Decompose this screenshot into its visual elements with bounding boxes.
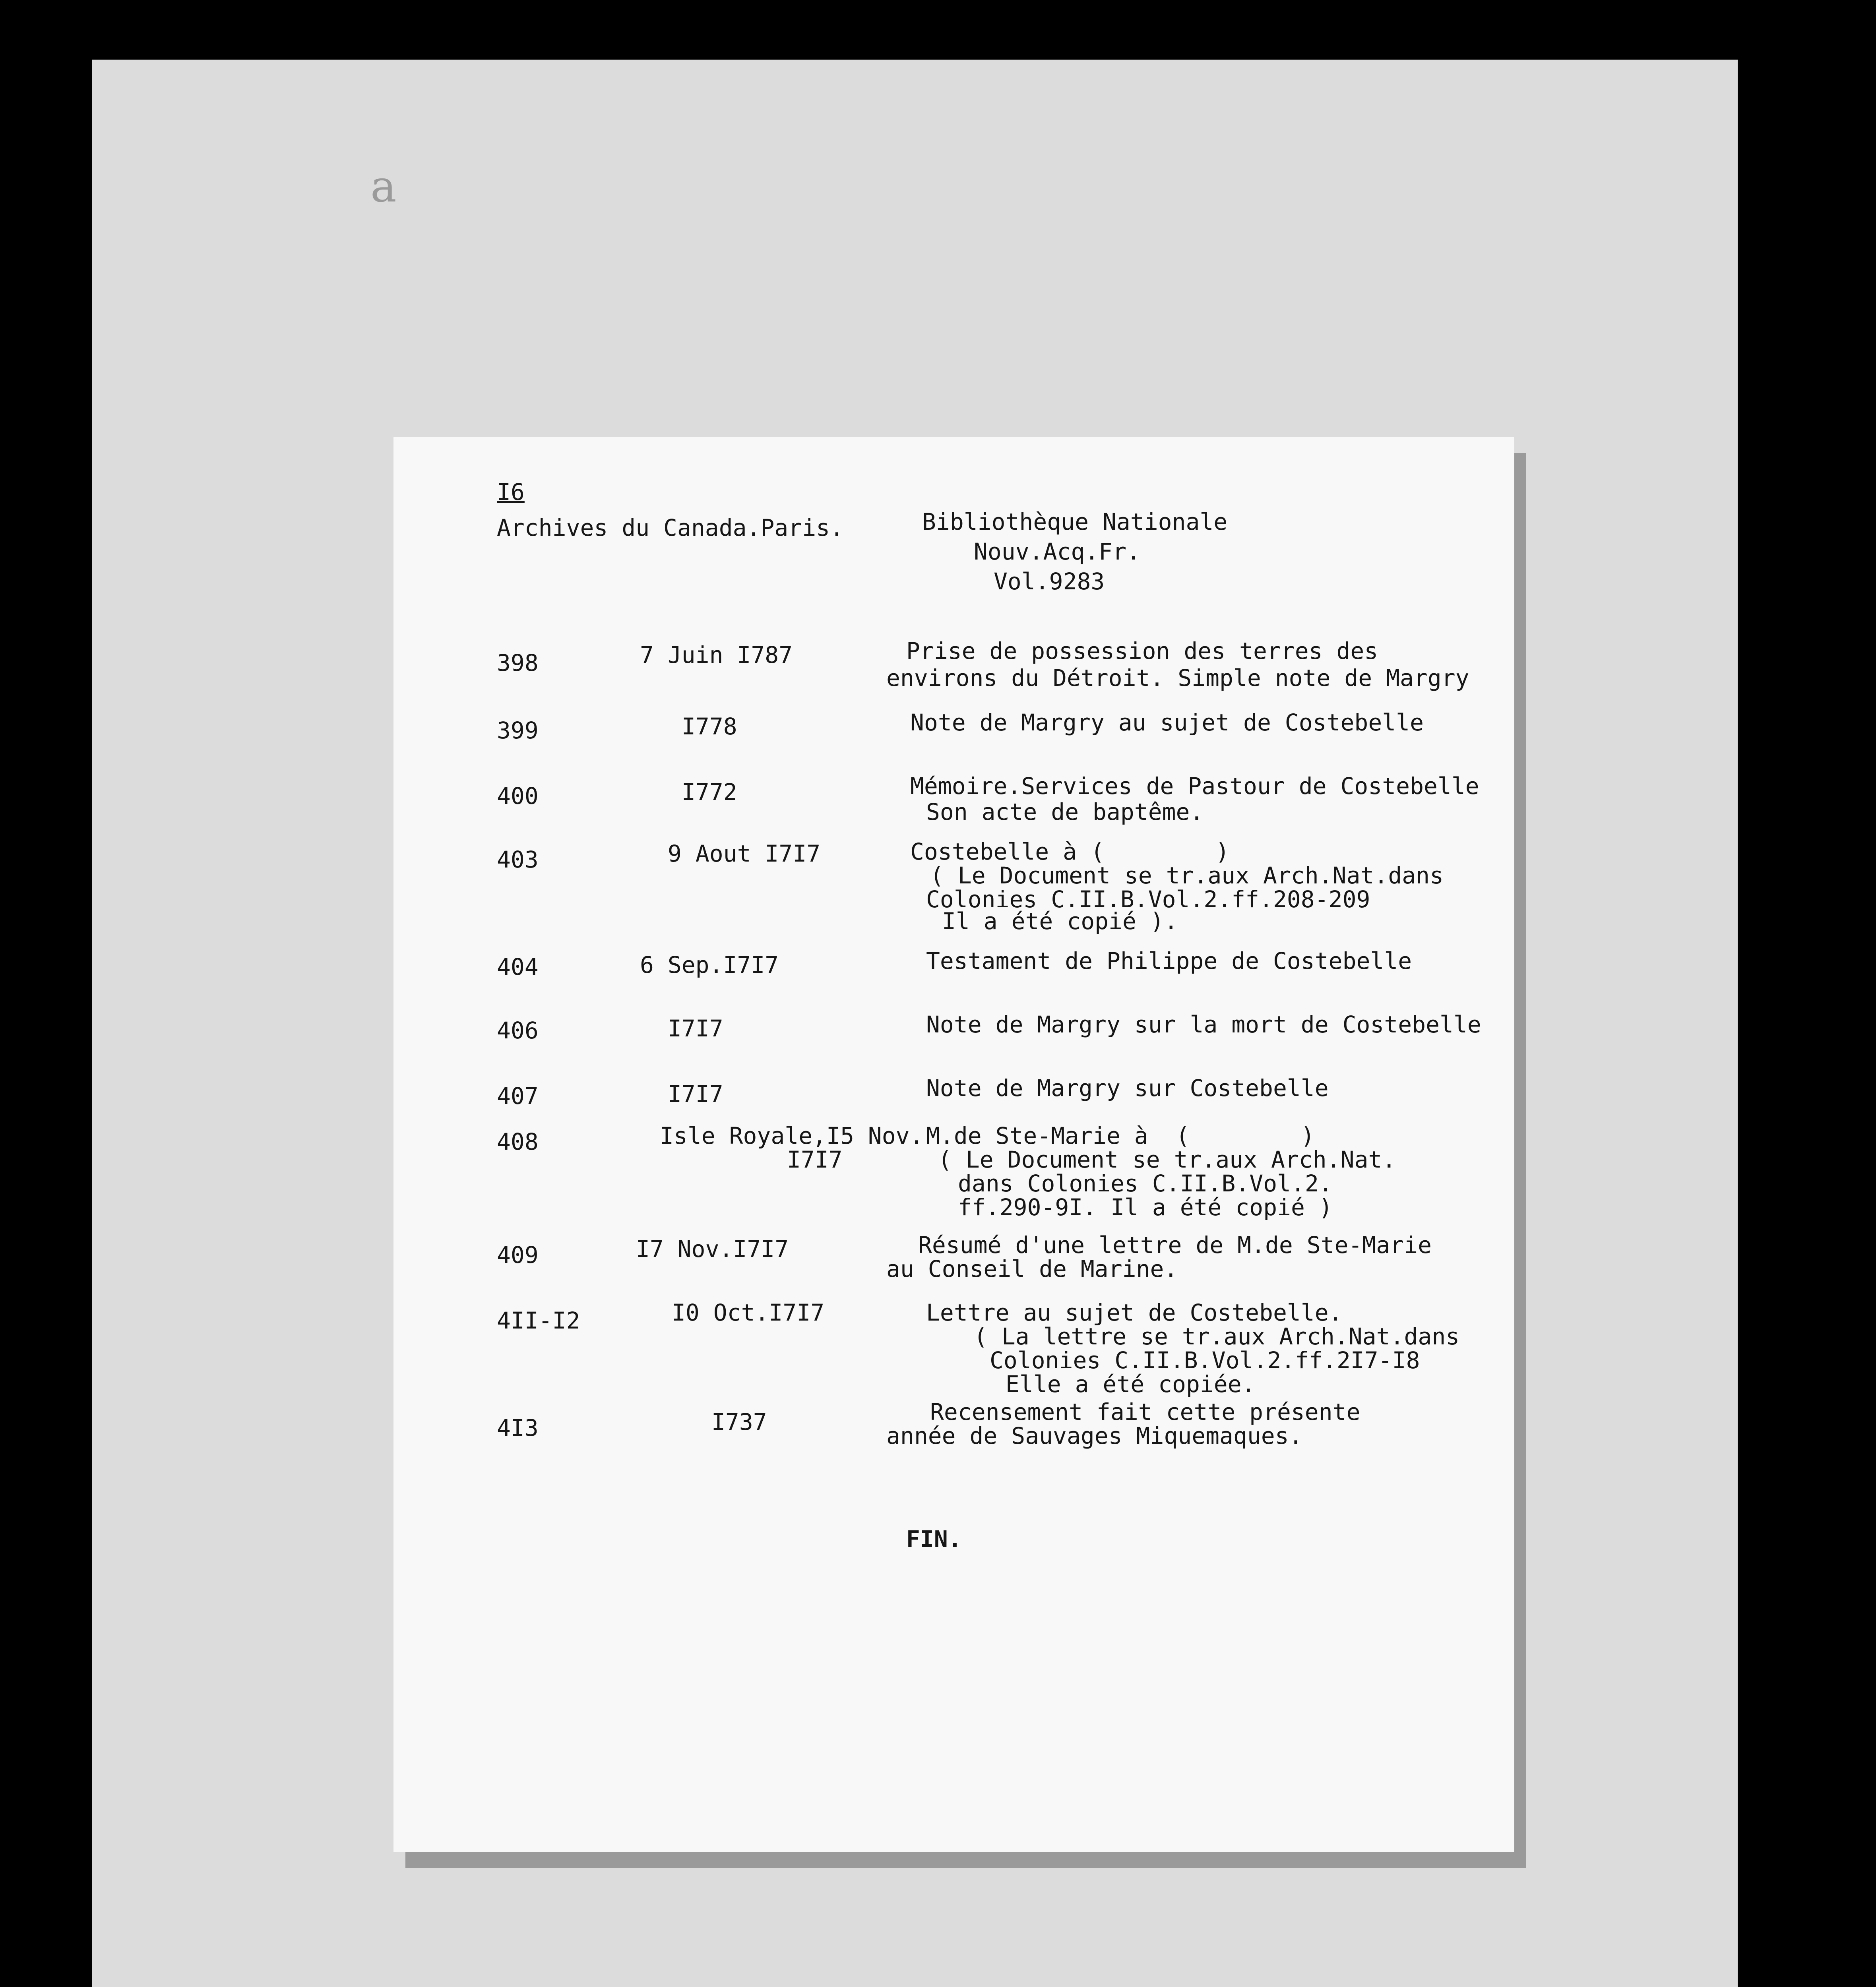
entry-date: I778 [682,713,737,740]
entry-description-line: Elle a été copiée. [1006,1371,1256,1398]
entry-description-line: ( La lettre se tr.aux Arch.Nat.dans [974,1323,1460,1350]
entry-description-line: Il a été copié ). [942,908,1178,935]
entry-date: I737 [711,1408,767,1435]
entry-description-line: Testament de Philippe de Costebelle [926,947,1412,974]
entry-description-line: ( Le Document se tr.aux Arch.Nat.dans [930,862,1444,889]
entry-number: 408 [497,1128,539,1155]
entry-date: I0 Oct.I7I7 [672,1299,825,1326]
entry-description-line: ff.290-9I. Il a été copié ) [958,1194,1333,1221]
entry-date: 7 Juin I787 [640,641,793,668]
entry-number: 399 [497,717,539,744]
entry-description-line: Costebelle à ( ) [910,838,1230,865]
entry-date: 9 Aout I7I7 [668,840,821,867]
entry-description-line: ( Le Document se tr.aux Arch.Nat. [938,1146,1396,1173]
entry-description-line: Lettre au sujet de Costebelle. [926,1299,1343,1326]
film-mark: a [370,161,397,212]
entry-description-line: Mémoire.Services de Pastour de Costebelle [910,773,1479,800]
volume-number: Vol.9283 [994,568,1105,595]
entry-date: I7I7 [787,1146,843,1173]
entry-description-line: Recensement fait cette présente [930,1398,1360,1425]
entry-description-line: Résumé d'une lettre de M.de Ste-Marie [918,1232,1432,1259]
entry-number: 407 [497,1083,539,1110]
library-name: Bibliothèque Nationale [922,508,1228,535]
entry-description-line: dans Colonies C.II.B.Vol.2. [958,1170,1333,1197]
entry-description-line: Note de Margry au sujet de Costebelle [910,709,1424,736]
entry-description-line: Colonies C.II.B.Vol.2.ff.2I7-I8 [990,1347,1420,1374]
entry-date: 6 Sep.I7I7 [640,951,779,978]
entry-description-line: Prise de possession des terres des [906,637,1378,664]
entry-description-line: Note de Margry sur Costebelle [926,1075,1329,1102]
archive-header: Archives du Canada.Paris. [497,514,844,541]
entry-description-line: Son acte de baptême. [926,798,1204,825]
entry-number: 404 [497,953,539,980]
entry-date: I7I7 [668,1015,723,1042]
entry-number: 398 [497,649,539,676]
typed-page [393,437,1514,1852]
closing-mark: FIN. [906,1526,962,1553]
entry-number: 403 [497,846,539,873]
entry-number: 409 [497,1241,539,1269]
entry-description-line: année de Sauvages Miquemaques. [886,1422,1303,1449]
entry-description-line: Colonies C.II.B.Vol.2.ff.208-209 [926,886,1370,913]
entry-description-line: environs du Détroit. Simple note de Margry [886,664,1469,691]
entry-description-line: au Conseil de Marine. [886,1255,1178,1282]
entry-date: I7 Nov.I7I7 [636,1236,789,1263]
entry-date: I7I7 [668,1081,723,1108]
entry-number: 400 [497,782,539,810]
entry-description-line: Note de Margry sur la mort de Costebelle [926,1011,1481,1038]
entry-date: Isle Royale,I5 Nov. [660,1122,924,1149]
entry-number: 4II-I2 [497,1307,580,1334]
entry-number: 406 [497,1017,539,1044]
entry-description-line: M.de Ste-Marie à ( ) [926,1122,1315,1149]
entry-number: 4I3 [497,1414,539,1441]
collection-name: Nouv.Acq.Fr. [974,538,1141,565]
entry-date: I772 [682,779,737,806]
page-number: I6 [497,478,525,505]
